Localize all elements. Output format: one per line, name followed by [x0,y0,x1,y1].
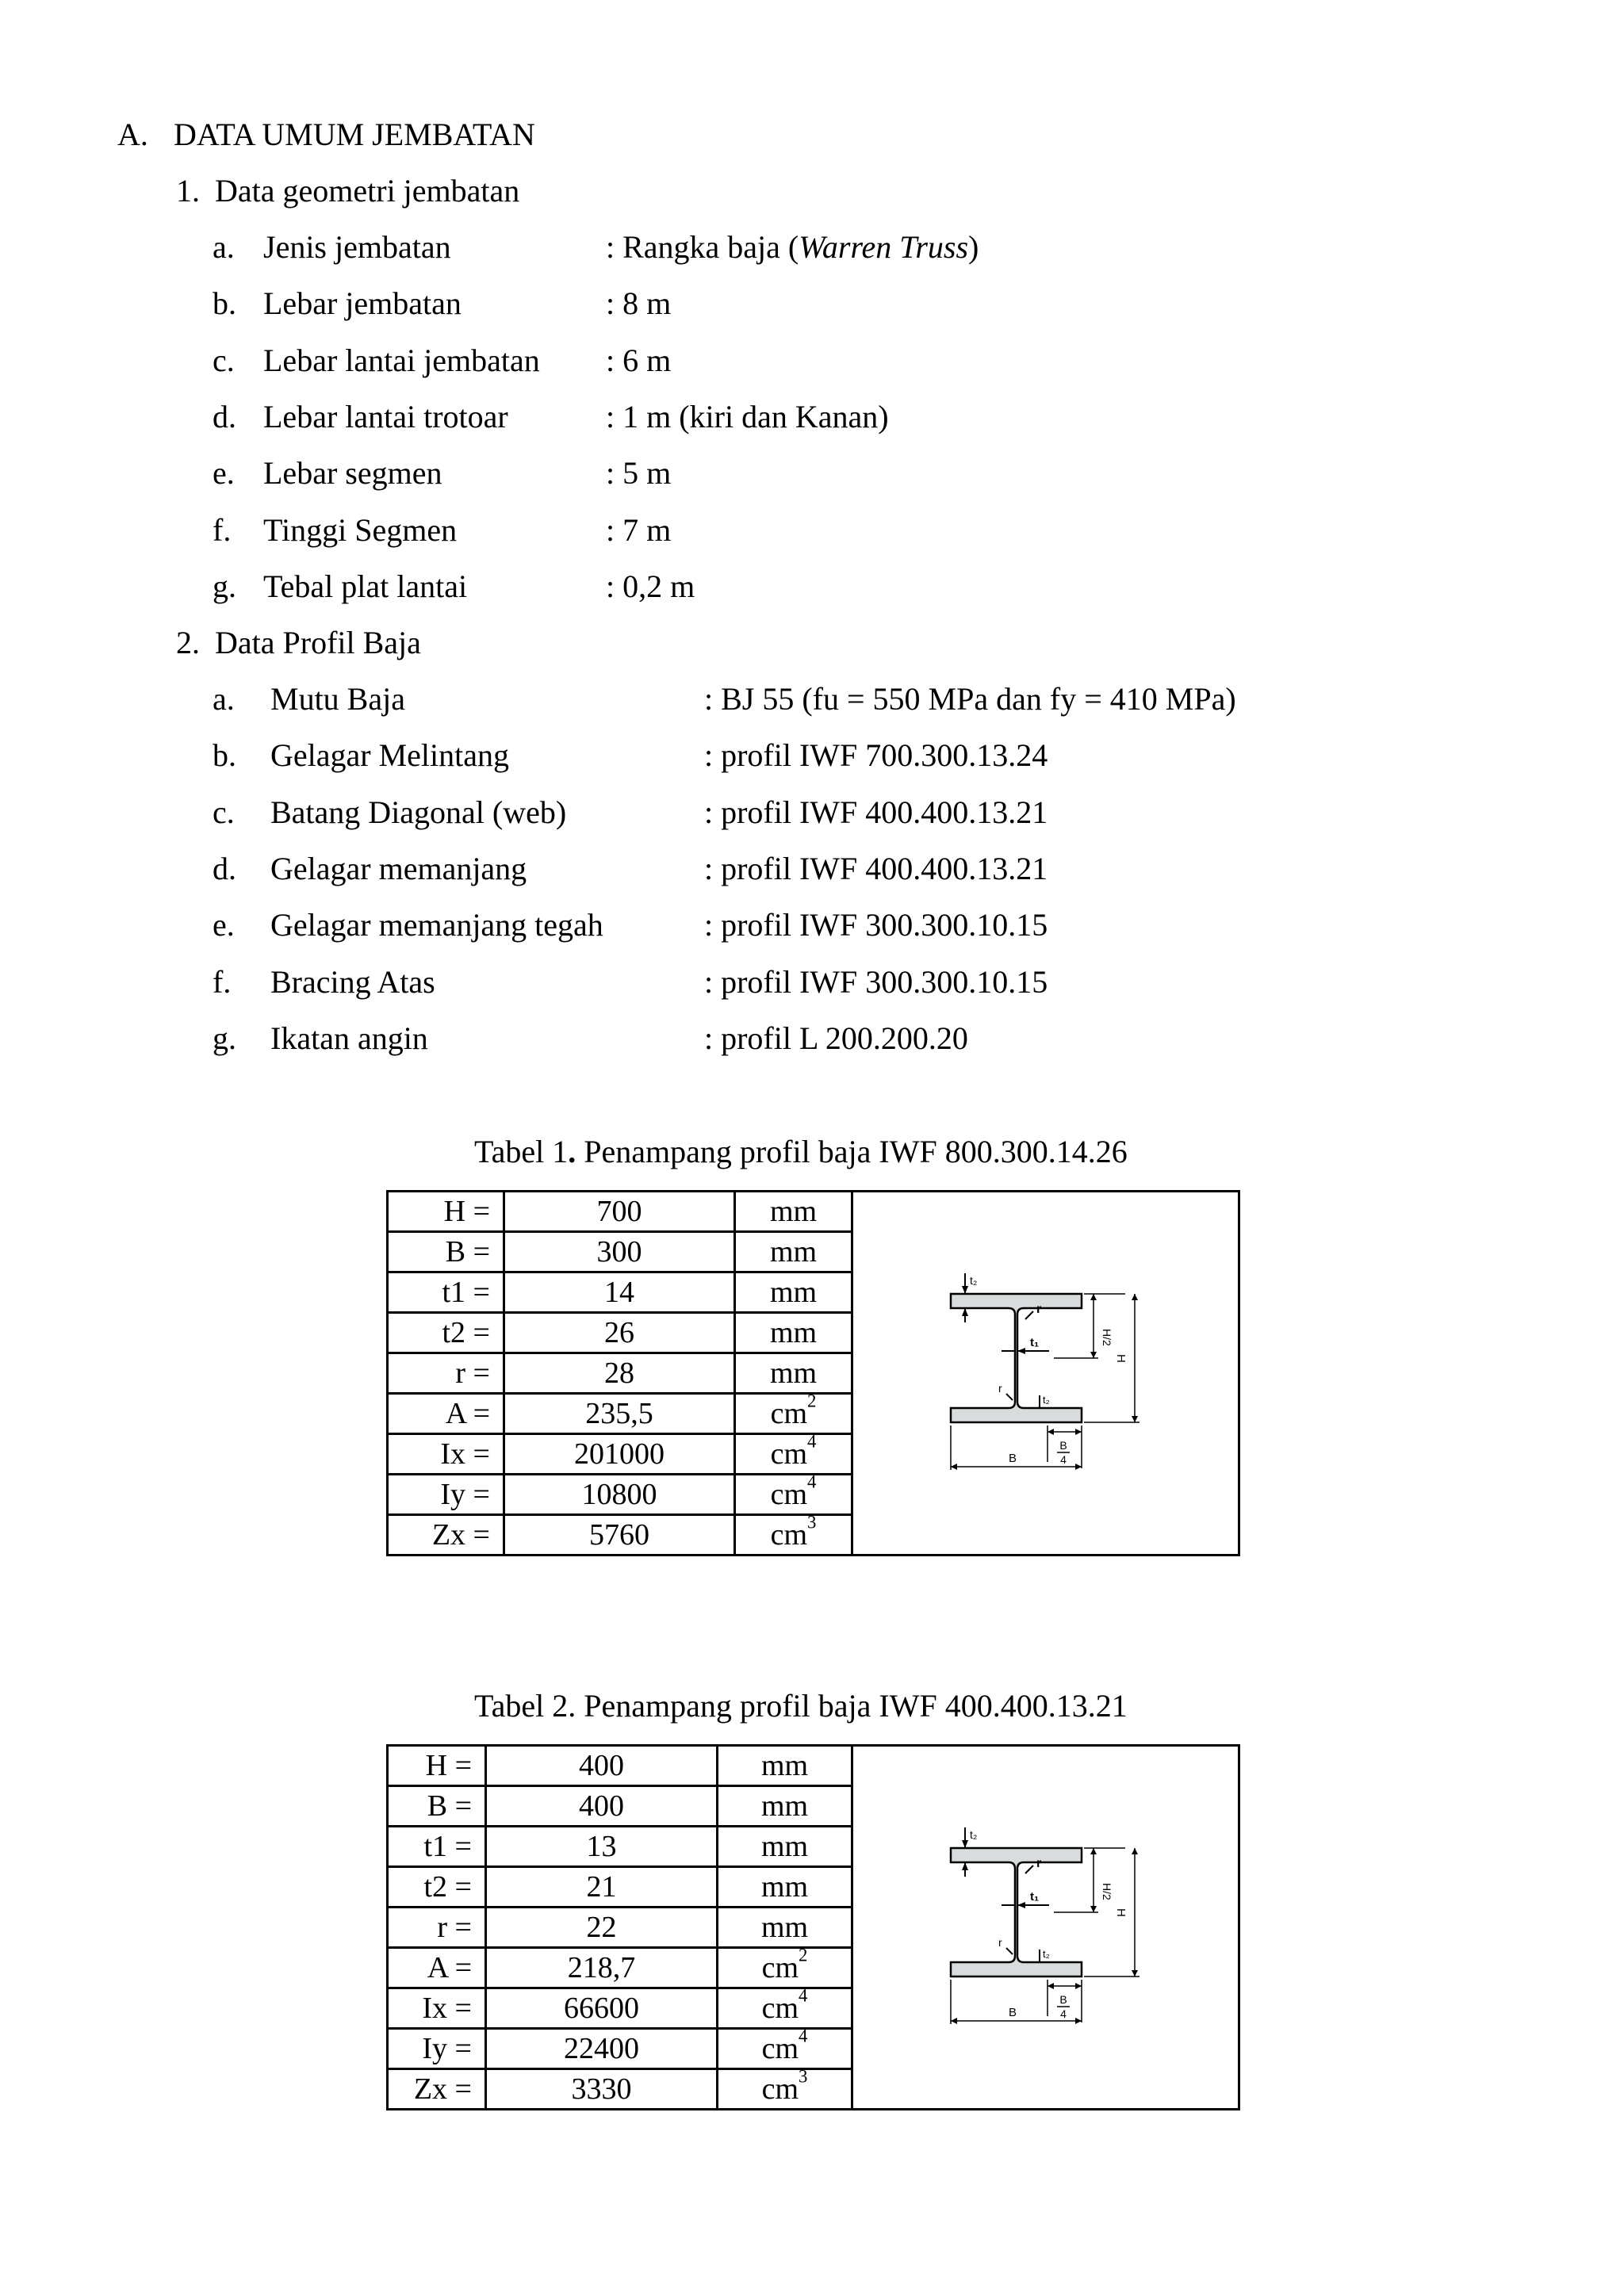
unit-text: cm [770,1397,808,1430]
list-item-value: : profil IWF 300.300.10.15 [704,907,1048,943]
list-item-letter: c. [213,342,235,378]
row-value: 26 [504,1313,735,1353]
list-item-value: : 5 m [606,455,672,492]
row-value: 28 [504,1353,735,1394]
row-value: 14 [504,1272,735,1313]
row-unit [735,1353,852,1394]
row-unit [735,1192,852,1232]
profile-number: 2. [176,625,200,660]
unit-text: mm [769,1235,818,1269]
row-value: 5760 [504,1515,735,1556]
unit-text: cm [770,1518,808,1552]
table1-caption [474,1136,1128,1168]
list-item-label: Bracing Atas [270,963,435,1000]
row-value: 3330 [486,2069,718,2110]
list-item-letter: g. [213,568,236,604]
table1-caption-dot: . [568,1134,576,1169]
row-value: 201000 [504,1434,735,1475]
unit-text: mm [760,1911,809,1944]
profile-title: Data Profil Baja [215,625,421,660]
i-beam-section-diagram [935,1262,1157,1484]
unit-text: cm [761,2072,799,2106]
list-item-label: Gelagar Melintang [270,737,509,774]
list-item-letter: b. [213,737,236,774]
diagram-label-h: H [1113,1908,1128,1917]
unit-exponent: 2 [799,1945,808,1965]
unit-exponent: 3 [807,1512,817,1533]
list-item-letter: c. [213,794,235,830]
table1 [386,1190,1240,1556]
diagram-label-h-half: H/2 [1100,1883,1113,1900]
row-value: 400 [486,1746,718,1786]
diagram-cell [852,1192,1239,1556]
list-item-label: Gelagar memanjang tegah [270,907,603,943]
row-symbol: H = [388,1192,504,1232]
unit-text: mm [769,1316,818,1349]
row-symbol: Zx = [388,1515,504,1556]
diagram-label-t2: t₂ [1042,1394,1050,1406]
geometry-number: 1. [176,173,200,209]
unit-exponent: 3 [799,2066,808,2087]
row-unit [735,1272,852,1313]
list-item-value: : profil IWF 300.300.10.15 [704,963,1048,1000]
row-unit [735,1512,852,1556]
unit-text: cm [761,1951,799,1984]
list-item-value: : profil L 200.200.20 [704,1020,968,1056]
unit-text: mm [760,1789,809,1823]
row-symbol: B = [388,1232,504,1272]
row-symbol: Ix = [388,1988,486,2029]
diagram-label-b4-den: 4 [1059,2007,1067,2020]
row-unit [718,1786,852,1827]
row-value: 10800 [504,1475,735,1515]
list-item-value: : BJ 55 (fu = 550 MPa dan fy = 410 MPa) [704,681,1236,717]
unit-text: mm [769,1195,818,1228]
list-item-label: Jenis jembatan [263,229,451,265]
row-symbol: Iy = [388,1475,504,1515]
diagram-label-t2: t₂ [1042,1948,1050,1960]
row-unit [718,1908,852,1948]
list-item-value: : 0,2 m [606,568,695,604]
unit-exponent: 4 [799,2026,808,2046]
value-prefix: : Rangka baja ( [606,229,799,265]
list-item-letter: e. [213,907,235,943]
list-item-label: Ikatan angin [270,1020,428,1056]
unit-text: mm [760,1830,809,1863]
unit-text: cm [770,1437,808,1471]
unit-exponent: 2 [807,1391,817,1411]
row-symbol: t2 = [388,1313,504,1353]
diagram-label-r: r [1036,1857,1041,1870]
list-item-letter: a. [213,229,235,265]
list-item-label: Tebal plat lantai [263,568,468,604]
diagram-label-h: H [1113,1354,1128,1363]
table1-caption-label: Tabel 1 [474,1134,569,1169]
diagram-label-b4-num: B [1059,1993,1067,2006]
list-item-label: Lebar lantai jembatan [263,342,540,378]
list-item-value: : profil IWF 400.400.13.21 [704,850,1048,886]
table2-caption: Tabel 2. Penampang profil baja IWF 400.400.13.21 [474,1688,1128,1724]
diagram-label-t1: t₁ [1029,1890,1039,1904]
row-value: 700 [504,1192,735,1232]
unit-exponent: 4 [799,1985,808,2006]
value-suffix: ) [968,229,979,265]
table1-caption-text: Penampang profil baja IWF 800.300.14.26 [576,1134,1128,1169]
row-unit [735,1391,852,1434]
row-symbol: A = [388,1394,504,1434]
row-unit [718,2066,852,2110]
list-item-label: Batang Diagonal (web) [270,794,567,830]
row-symbol: t1 = [388,1827,486,1867]
row-value: 300 [504,1232,735,1272]
list-item-letter: a. [213,681,235,717]
diagram-label-t2: t₂ [969,1828,977,1841]
row-symbol: A = [388,1948,486,1988]
list-item-label: Lebar lantai trotoar [263,398,508,434]
row-unit [718,2026,852,2069]
list-item-label: Gelagar memanjang [270,850,527,886]
list-item-label: Lebar jembatan [263,285,462,322]
row-unit [718,1945,852,1988]
unit-exponent: 4 [807,1471,817,1492]
list-item-value [606,229,979,265]
unit-text: cm [770,1478,808,1511]
row-symbol: t2 = [388,1867,486,1908]
unit-text: mm [760,1749,809,1782]
i-beam-section-diagram [935,1816,1157,2038]
row-symbol: r = [388,1908,486,1948]
value-italic: Warren Truss [799,229,969,265]
row-unit [735,1232,852,1272]
row-value: 21 [486,1867,718,1908]
row-unit [718,1827,852,1867]
unit-text: cm [761,2032,799,2065]
list-item-letter: f. [213,511,232,548]
unit-exponent: 4 [807,1431,817,1452]
row-value: 218,7 [486,1948,718,1988]
table-row [388,1192,1239,1232]
row-value: 13 [486,1827,718,1867]
row-symbol: r = [388,1353,504,1394]
list-item-label: Mutu Baja [270,681,405,717]
row-unit [735,1471,852,1515]
section-letter: A. [117,117,148,152]
list-item-letter: g. [213,1020,236,1056]
unit-text: mm [760,1870,809,1904]
row-symbol: Ix = [388,1434,504,1475]
list-item-value: : 1 m (kiri dan Kanan) [606,398,889,434]
diagram-label-b4-den: 4 [1059,1453,1067,1466]
row-symbol: B = [388,1786,486,1827]
section-title: DATA UMUM JEMBATAN [174,117,535,152]
row-unit [735,1431,852,1475]
row-value: 66600 [486,1988,718,2029]
row-value: 400 [486,1786,718,1827]
row-unit [735,1313,852,1353]
diagram-label-b4-num: B [1059,1439,1067,1452]
row-value: 22 [486,1908,718,1948]
list-item-value: : 7 m [606,511,672,548]
row-symbol: t1 = [388,1272,504,1313]
row-symbol: H = [388,1746,486,1786]
list-item-label: Lebar segmen [263,455,442,492]
diagram-label-h-half: H/2 [1100,1329,1113,1346]
geometry-title: Data geometri jembatan [215,173,520,209]
diagram-label-r: r [998,1382,1002,1395]
row-unit [718,1867,852,1908]
list-item-value: : 8 m [606,285,672,322]
row-symbol: Zx = [388,2069,486,2110]
row-value: 235,5 [504,1394,735,1434]
list-item-letter: f. [213,963,232,1000]
unit-text: cm [761,1992,799,2025]
diagram-label-t1: t₁ [1029,1336,1039,1349]
list-item-value: : profil IWF 700.300.13.24 [704,737,1048,774]
diagram-label-r: r [1036,1303,1041,1316]
row-unit [718,1985,852,2029]
list-item-letter: d. [213,398,236,434]
unit-text: mm [769,1357,818,1390]
row-value: 22400 [486,2029,718,2069]
list-item-value: : profil IWF 400.400.13.21 [704,794,1048,830]
list-item-letter: b. [213,285,236,322]
row-symbol: Iy = [388,2029,486,2069]
diagram-label-b: B [1008,1452,1017,1465]
diagram-label-t2: t₂ [969,1274,977,1287]
diagram-label-b: B [1008,2006,1017,2019]
diagram-label-r: r [998,1936,1002,1949]
table2 [386,1744,1240,2110]
diagram-cell [852,1746,1239,2110]
list-item-value: : 6 m [606,342,672,378]
list-item-letter: e. [213,455,235,492]
table-row [388,1746,1239,1786]
list-item-letter: d. [213,850,236,886]
unit-text: mm [769,1276,818,1309]
row-unit [718,1746,852,1786]
list-item-label: Tinggi Segmen [263,511,458,548]
